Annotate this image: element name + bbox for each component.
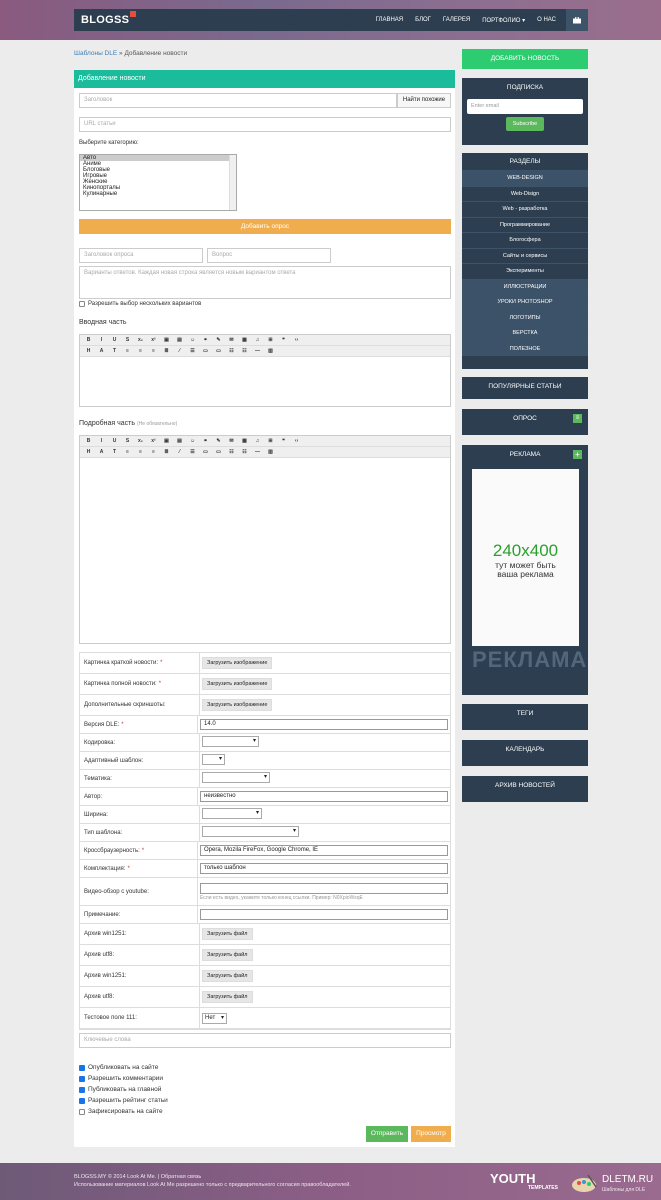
required-mark: * xyxy=(160,660,163,666)
list-icon[interactable]: ☰ xyxy=(190,448,195,455)
align-justify-icon[interactable]: ≣ xyxy=(164,448,169,455)
checkbox[interactable] xyxy=(79,1098,85,1104)
superscript-icon[interactable]: x² xyxy=(151,437,156,444)
extra-field-row xyxy=(80,674,450,695)
required-mark: * xyxy=(158,681,162,687)
palette-icon xyxy=(570,1173,598,1193)
extra-field-row xyxy=(80,824,450,842)
code-icon[interactable]: ‹› xyxy=(294,437,299,444)
field-select[interactable] xyxy=(202,826,299,837)
extra-field-label xyxy=(80,752,200,769)
field-select[interactable] xyxy=(202,736,259,747)
extra-field-label xyxy=(80,674,200,694)
extra-field-row xyxy=(80,842,450,860)
upload-button[interactable]: Загрузить изображение xyxy=(202,699,272,711)
sections-block xyxy=(462,153,588,369)
panel-title: Добавление новости xyxy=(74,70,455,88)
category-option[interactable]: Кинопорталы xyxy=(83,185,121,191)
extra-field-label xyxy=(80,860,198,877)
align-center-icon[interactable]: ≡ xyxy=(139,347,142,354)
number-list-icon[interactable]: ☷ xyxy=(242,347,247,354)
submit-button[interactable]: Отправить xyxy=(366,1126,408,1142)
ad-watermark: РЕКЛАМА xyxy=(472,647,588,672)
image-icon[interactable]: ▣ xyxy=(164,336,169,343)
category-option[interactable]: Авто xyxy=(80,155,236,161)
section-link[interactable]: Эксперименты xyxy=(462,263,588,279)
field-label-text: Адаптивный шаблон: xyxy=(84,757,144,764)
extra-field-label xyxy=(80,770,200,787)
field-label-text: Архив utf8: xyxy=(84,952,115,958)
extra-field-row xyxy=(80,695,450,716)
intro-editor xyxy=(79,334,451,407)
required-mark: * xyxy=(141,847,145,854)
extra-field-label xyxy=(80,924,200,944)
section-link[interactable]: Программирование xyxy=(462,217,588,233)
section-link[interactable]: УРОКИ PHOTOSHOP xyxy=(462,294,588,310)
extra-field-label xyxy=(80,806,200,823)
footer xyxy=(0,1163,661,1200)
field-select[interactable]: Нет ▾ xyxy=(202,1013,227,1024)
option-label: Разрешить рейтинг статьи xyxy=(88,1097,168,1104)
ads-title: РЕКЛАМА xyxy=(509,451,541,458)
category-option[interactable]: Блоговые xyxy=(83,167,111,173)
block-icon[interactable]: ▭ xyxy=(216,347,221,354)
extra-field-row xyxy=(80,1008,450,1029)
section-link[interactable]: Блогосфера xyxy=(462,232,588,248)
link-icon[interactable]: ⚭ xyxy=(203,336,208,343)
quote-icon[interactable]: ❝ xyxy=(282,437,285,444)
unlink-icon[interactable]: ✎ xyxy=(216,336,221,343)
field-label-text: Дополнительные скриншоты: xyxy=(84,702,166,708)
nav-blog[interactable]: БЛОГ xyxy=(415,17,431,23)
code-icon[interactable]: ‹› xyxy=(294,336,299,343)
publish-option[interactable] xyxy=(79,1075,163,1082)
poll-title: ОПРОС xyxy=(513,415,537,422)
number-list-icon[interactable]: ☷ xyxy=(242,448,247,455)
section-link[interactable]: Сайты и сервисы xyxy=(462,248,588,264)
extra-field-label xyxy=(80,966,200,986)
brush-icon[interactable]: ⁄ xyxy=(179,448,180,455)
option-label: Опубликовать на сайте xyxy=(88,1064,159,1071)
subscript-icon[interactable]: x₂ xyxy=(137,437,143,444)
logo-text: BLOGSS xyxy=(81,14,130,26)
audio-icon[interactable]: ♫ xyxy=(255,437,260,444)
archive-block xyxy=(462,776,588,802)
section-link[interactable]: Web-Disign xyxy=(462,186,588,202)
subscribe-button[interactable]: Subscribe xyxy=(506,117,544,131)
align-left-icon[interactable]: ≡ xyxy=(126,347,129,354)
email-icon[interactable]: ✉ xyxy=(229,336,234,343)
image-icon[interactable]: ▣ xyxy=(164,437,169,444)
category-option[interactable]: Аниме xyxy=(83,161,102,167)
poll-multi-checkbox[interactable] xyxy=(79,301,201,307)
subscribe-title: ПОДПИСКА xyxy=(506,84,544,91)
editor-toolbar xyxy=(80,335,450,346)
category-scrollbar[interactable] xyxy=(229,155,236,210)
poll-answers-textarea[interactable]: Варианты ответов. Каждая новая строка является новым вариантом ответа xyxy=(79,266,451,299)
strike-icon[interactable]: S xyxy=(125,437,130,444)
extra-field-row xyxy=(80,788,450,806)
field-text-input[interactable]: неизвестно xyxy=(200,791,448,802)
extra-field-row xyxy=(80,924,450,945)
italic-icon[interactable]: I xyxy=(100,437,103,444)
logo[interactable] xyxy=(81,14,129,26)
extra-field-label xyxy=(80,878,198,905)
extra-field-label xyxy=(80,906,198,923)
plus-icon[interactable]: + xyxy=(573,450,582,459)
field-label-text: Архив utf8: xyxy=(84,994,115,1000)
smile-icon[interactable]: ☺ xyxy=(189,437,196,444)
youth-text: YOUTH xyxy=(490,1171,536,1186)
nav-gallery[interactable]: ГАЛЕРЕЯ xyxy=(442,17,471,23)
sections-list xyxy=(462,170,588,356)
footer-notice: Использование материалов Look At Me разрешено только с предварительного согласия правообладателей. xyxy=(74,1182,351,1188)
strike-icon[interactable]: S xyxy=(125,336,130,343)
hide-icon[interactable]: ▭ xyxy=(203,347,208,354)
extra-field-row xyxy=(80,860,450,878)
align-right-icon[interactable]: ≡ xyxy=(152,448,155,455)
required-mark: * xyxy=(121,721,124,728)
field-label-text: Тематика: xyxy=(84,775,112,782)
ad-banner[interactable] xyxy=(472,469,579,646)
poll-question-input[interactable]: Вопрос xyxy=(207,248,331,263)
block-icon[interactable]: ▭ xyxy=(216,448,221,455)
publish-option[interactable] xyxy=(79,1108,163,1115)
full-optional-text: (Не обязательно) xyxy=(137,421,178,427)
extra-field-label xyxy=(80,695,200,715)
dletm-logo[interactable]: DLETM.RU xyxy=(602,1174,654,1185)
ad-text: тут может быть ваша реклама xyxy=(495,560,556,579)
category-select[interactable] xyxy=(79,154,237,211)
align-right-icon[interactable]: ≡ xyxy=(152,347,155,354)
youth-logo[interactable] xyxy=(490,1171,558,1191)
intro-textarea[interactable] xyxy=(80,357,450,406)
extra-field-label xyxy=(80,716,198,733)
templates-text: TEMPLATES xyxy=(528,1185,558,1191)
section-link[interactable]: ПОЛЕЗНОЕ xyxy=(462,341,588,357)
align-left-icon[interactable]: ≡ xyxy=(126,448,129,455)
extra-field-label xyxy=(80,987,200,1007)
subscript-icon[interactable]: x₂ xyxy=(137,336,143,343)
field-label-text: Архив win1251: xyxy=(84,973,127,979)
upload-button[interactable]: Загрузить файл xyxy=(202,970,253,982)
spoiler-icon[interactable]: ⊞ xyxy=(268,437,273,444)
underline-icon[interactable]: U xyxy=(112,437,117,444)
publish-option[interactable] xyxy=(79,1064,158,1071)
upload-button[interactable]: Загрузить изображение xyxy=(202,657,272,669)
tags-title: ТЕГИ xyxy=(516,710,534,717)
popular-title: ПОПУЛЯРНЫЕ СТАТЬИ xyxy=(488,383,562,390)
audio-icon[interactable]: ♫ xyxy=(255,336,260,343)
list-icon[interactable]: ☰ xyxy=(190,347,195,354)
category-option[interactable]: Кулинарные xyxy=(83,191,118,197)
breadcrumb xyxy=(74,50,187,57)
extra-field-row xyxy=(80,878,450,906)
field-select[interactable] xyxy=(202,772,270,783)
field-label-text: Архив win1251: xyxy=(84,931,127,937)
heading-icon[interactable]: H xyxy=(86,347,91,354)
field-label-text: Картинка полной новости: xyxy=(84,681,157,687)
extra-field-row xyxy=(80,752,450,770)
section-link[interactable]: WEB-DESIGN xyxy=(462,170,588,186)
extra-field-row xyxy=(80,966,450,987)
tags-block xyxy=(462,704,588,730)
poll-block xyxy=(462,409,588,435)
upload-button[interactable]: Загрузить файл xyxy=(202,949,253,961)
list-icon[interactable]: ≡ xyxy=(573,414,582,423)
editor-toolbar-2 xyxy=(80,447,450,458)
checkbox[interactable] xyxy=(79,1065,85,1071)
sections-title: РАЗДЕЛЫ xyxy=(509,158,541,165)
extra-field-label xyxy=(80,824,200,841)
option-label: Зафиксировать на сайте xyxy=(88,1108,163,1115)
extra-field-label xyxy=(80,842,198,859)
bullet-list-icon[interactable]: ☷ xyxy=(229,448,234,455)
folder-icon[interactable]: ▤ xyxy=(177,336,182,343)
calendar-title: КАЛЕНДАРЬ xyxy=(505,746,545,753)
folder-icon[interactable]: ▤ xyxy=(177,437,182,444)
nav-home[interactable]: ГЛАВНАЯ xyxy=(375,17,404,23)
extra-field-row xyxy=(80,945,450,966)
field-label-text: Комплектация: xyxy=(84,865,126,872)
italic-icon[interactable]: I xyxy=(100,336,103,343)
extra-field-label xyxy=(80,1008,200,1028)
field-label-text: Видео-обзор с youtube: xyxy=(84,888,149,895)
navbar xyxy=(74,9,588,31)
checkbox[interactable] xyxy=(79,301,85,307)
popular-block xyxy=(462,377,588,399)
email-icon[interactable]: ✉ xyxy=(229,437,234,444)
extra-field-label xyxy=(80,788,198,805)
hr-icon[interactable]: — xyxy=(255,347,260,354)
upload-button[interactable]: Загрузить изображение xyxy=(202,678,272,690)
nav-about[interactable]: О НАС xyxy=(537,17,556,23)
field-label-text: Тип шаблона: xyxy=(84,829,123,836)
extra-field-row xyxy=(80,770,450,788)
breadcrumb-link[interactable]: Шаблоны DLE xyxy=(74,50,118,57)
field-label-text: Версия DLE: xyxy=(84,721,120,728)
ads-block xyxy=(462,445,588,695)
section-link[interactable]: ЛОГОТИПЫ xyxy=(462,310,588,326)
hide-icon[interactable]: ▭ xyxy=(203,448,208,455)
bold-icon[interactable]: B xyxy=(86,336,91,343)
section-link[interactable]: ИЛЛЮСТРАЦИИ xyxy=(462,279,588,295)
dletm-subtitle: Шаблоны для DLE xyxy=(602,1187,646,1193)
email-input[interactable]: Enter email xyxy=(467,99,583,114)
add-poll-button[interactable]: Добавить опрос xyxy=(79,219,451,234)
font-icon[interactable]: A xyxy=(99,448,104,455)
upload-button[interactable]: Загрузить файл xyxy=(202,991,253,1003)
category-option[interactable]: Женские xyxy=(83,179,108,185)
unlink-icon[interactable]: ✎ xyxy=(216,437,221,444)
full-textarea[interactable] xyxy=(80,458,450,643)
field-label-text: Ширина: xyxy=(84,811,108,818)
preview-button[interactable]: Просмотр xyxy=(411,1126,451,1142)
extra-fields-table xyxy=(79,652,451,1030)
checkbox[interactable] xyxy=(79,1109,85,1115)
nav-portfolio[interactable]: ПОРТФОЛИО ▾ xyxy=(482,17,526,24)
editor-toolbar xyxy=(80,436,450,447)
field-label-text: Примечание: xyxy=(84,911,121,918)
field-label-text: Кодировка: xyxy=(84,739,116,746)
poll-title-input[interactable]: Заголовок опроса xyxy=(79,248,203,263)
find-similar-button[interactable]: Найти похожие xyxy=(397,93,451,108)
option-label: Разрешить комментарии xyxy=(88,1075,163,1082)
extra-field-row xyxy=(80,653,450,674)
briefcase-icon[interactable] xyxy=(566,9,588,31)
align-center-icon[interactable]: ≡ xyxy=(139,448,142,455)
url-input[interactable]: URL статьи xyxy=(79,117,451,132)
title-input[interactable]: Заголовок xyxy=(79,93,397,108)
add-news-button[interactable]: ДОБАВИТЬ НОВОСТЬ xyxy=(462,49,588,69)
field-label-text: Тестовое поле 111: xyxy=(84,1015,137,1021)
main-menu xyxy=(370,9,588,31)
field-label-text: Картинка краткой новости: xyxy=(84,660,159,666)
intro-label: Вводная часть xyxy=(79,319,127,326)
hr-icon[interactable]: — xyxy=(255,448,260,455)
category-option[interactable]: Игровые xyxy=(83,173,108,179)
field-select[interactable] xyxy=(202,808,262,819)
extra-field-row xyxy=(80,987,450,1008)
spoiler-icon[interactable]: ⊞ xyxy=(268,336,273,343)
extra-field-row xyxy=(80,906,450,924)
checkbox[interactable] xyxy=(79,1087,85,1093)
underline-icon[interactable]: U xyxy=(112,336,117,343)
checkbox[interactable] xyxy=(79,1076,85,1082)
upload-button[interactable]: Загрузить файл xyxy=(202,928,253,940)
brush-icon[interactable]: ⁄ xyxy=(179,347,180,354)
full-label xyxy=(79,420,177,427)
table-icon[interactable]: ▥ xyxy=(268,448,273,455)
archive-title: АРХИВ НОВОСТЕЙ xyxy=(495,782,555,789)
required-mark: * xyxy=(127,865,130,872)
extra-field-label xyxy=(80,945,200,965)
breadcrumb-current: Добавление новости xyxy=(124,50,188,57)
breadcrumb-separator: » xyxy=(117,50,125,57)
section-link[interactable]: Web - разработка xyxy=(462,201,588,217)
text-size-icon[interactable]: T xyxy=(112,448,117,455)
heading-icon[interactable]: H xyxy=(86,448,91,455)
field-text-input[interactable]: 14.0 xyxy=(200,719,448,730)
field-text-input[interactable]: Opera, Mozila FireFox, Google Chrome, IE xyxy=(200,845,448,856)
ad-size: 240x400 xyxy=(492,541,559,560)
text-size-icon[interactable]: T xyxy=(112,347,117,354)
subscribe-block xyxy=(462,78,588,145)
calendar-block xyxy=(462,740,588,766)
extra-field-row xyxy=(80,716,450,734)
publish-option[interactable] xyxy=(79,1097,168,1104)
publish-option[interactable] xyxy=(79,1086,161,1093)
media-icon[interactable]: ▦ xyxy=(242,437,247,444)
poll-multi-label: Разрешить выбор нескольких вариантов xyxy=(88,301,202,307)
extra-field-label xyxy=(80,653,200,673)
logo-mark xyxy=(130,11,136,17)
media-icon[interactable]: ▦ xyxy=(242,336,247,343)
full-editor xyxy=(79,435,451,644)
link-icon[interactable]: ⚭ xyxy=(203,437,208,444)
font-icon[interactable]: A xyxy=(99,347,104,354)
smile-icon[interactable]: ☺ xyxy=(189,336,196,343)
footer-copyright: BLOGSS.MY © 2014 Look At Me. | Обратная связь xyxy=(74,1174,202,1180)
keywords-input[interactable]: Ключевые слова xyxy=(79,1033,451,1048)
field-hint: Если есть видео, укажите только конец ссылки. Пример: N0XpioWsqE xyxy=(200,894,363,901)
category-label: Выберите категорию: xyxy=(79,140,139,146)
field-text-input[interactable] xyxy=(200,909,448,920)
field-label-text: Автор: xyxy=(84,793,103,800)
extra-field-label xyxy=(80,734,200,751)
full-label-text: Подробная часть xyxy=(79,420,136,427)
add-news-panel xyxy=(74,70,455,1147)
field-label-text: Кроссбраузерность: xyxy=(84,847,140,854)
bold-icon[interactable]: B xyxy=(86,437,91,444)
bullet-list-icon[interactable]: ☷ xyxy=(229,347,234,354)
table-icon[interactable]: ▥ xyxy=(268,347,273,354)
editor-toolbar-2 xyxy=(80,346,450,357)
quote-icon[interactable]: ❝ xyxy=(282,336,285,343)
superscript-icon[interactable]: x² xyxy=(151,336,156,343)
align-justify-icon[interactable]: ≣ xyxy=(164,347,169,354)
extra-field-row xyxy=(80,734,450,752)
field-select[interactable] xyxy=(202,754,225,765)
section-link[interactable]: ВЕРСТКА xyxy=(462,325,588,341)
option-label: Публиковать на главной xyxy=(88,1086,162,1093)
extra-field-row xyxy=(80,806,450,824)
field-text-input[interactable] xyxy=(200,883,448,894)
field-text-input[interactable]: только шаблон xyxy=(200,863,448,874)
